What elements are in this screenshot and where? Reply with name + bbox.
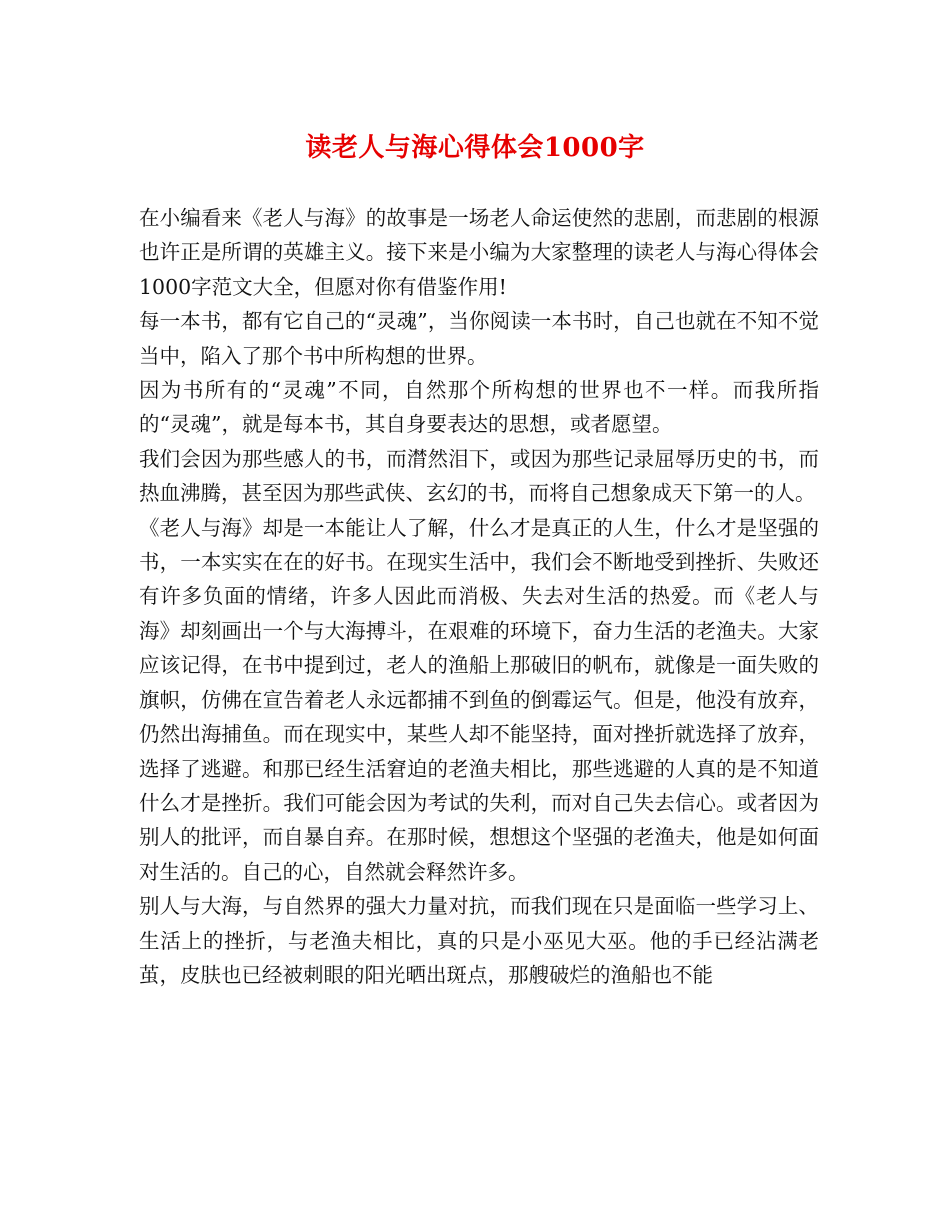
paragraph-6: 别人与大海，与自然界的强大力量对抗，而我们现在只是面临一些学习上、生活上的挫折，与老渔夫相比，真的只是小巫见大巫。他的手已经沾满老茧，皮肤也已经被刺眼的阳光晒出斑点，那艘破烂的渔船也不能 [139, 894, 819, 987]
paragraph-4: 我们会因为那些感人的书，而潸然泪下，或因为那些记录屈辱历史的书，而热血沸腾，甚至因为那些武侠、玄幻的书，而将自己想象成天下第一的人。 [139, 446, 819, 506]
document-body [139, 201, 819, 992]
document-title: 读老人与海心得体会1000字 [305, 133, 645, 163]
paragraph-2: 每一本书，都有它自己的“灵魂”，当你阅读一本书时，自己也就在不知不觉当中，陷入了那个书中所构想的世界。 [139, 309, 819, 368]
paragraph-3: 因为书所有的“灵魂”不同，自然那个所构想的世界也不一样。而我所指的“灵魂”，就是每本书，其自身要表达的思想，或者愿望。 [139, 378, 819, 437]
paragraph-5: 《老人与海》却是一本能让人了解，什么才是真正的人生，什么才是坚强的书，一本实实在在的好书。在现实生活中，我们会不断地受到挫折、失败还有许多负面的情绪，许多人因此而消极、失去对生活的热爱。而《老人与海》却刻画出一个与大海搏斗，在艰难的环境下，奋力生活的老渔夫。大家应该记得，在书中提到过，老人的渔船上那破旧的帆布，就像是一面失败的旗帜，仿佛在宣告着老人永远都捕不到鱼的倒霉运气。但是，他没有放弃，仍然出海捕鱼。而在现实中，某些人却不能坚持，面对挫折就选择了放弃，选择了逃避。和那已经生活窘迫的老渔夫相比，那些逃避的人真的是不知道什么才是挫折。我们可能会因为考试的失利，而对自己失去信心。或者因为别人的批评，而自暴自弃。在那时候，想想这个坚强的老渔夫，他是如何面对生活的。自己的心，自然就会释然许多。 [139, 515, 819, 884]
paragraph-1: 在小编看来《老人与海》的故事是一场老人命运使然的悲剧，而悲剧的根源也许正是所谓的英雄主义。接下来是小编为大家整理的读老人与海心得体会1000字范文大全，但愿对你有借鉴作用! [139, 206, 819, 299]
